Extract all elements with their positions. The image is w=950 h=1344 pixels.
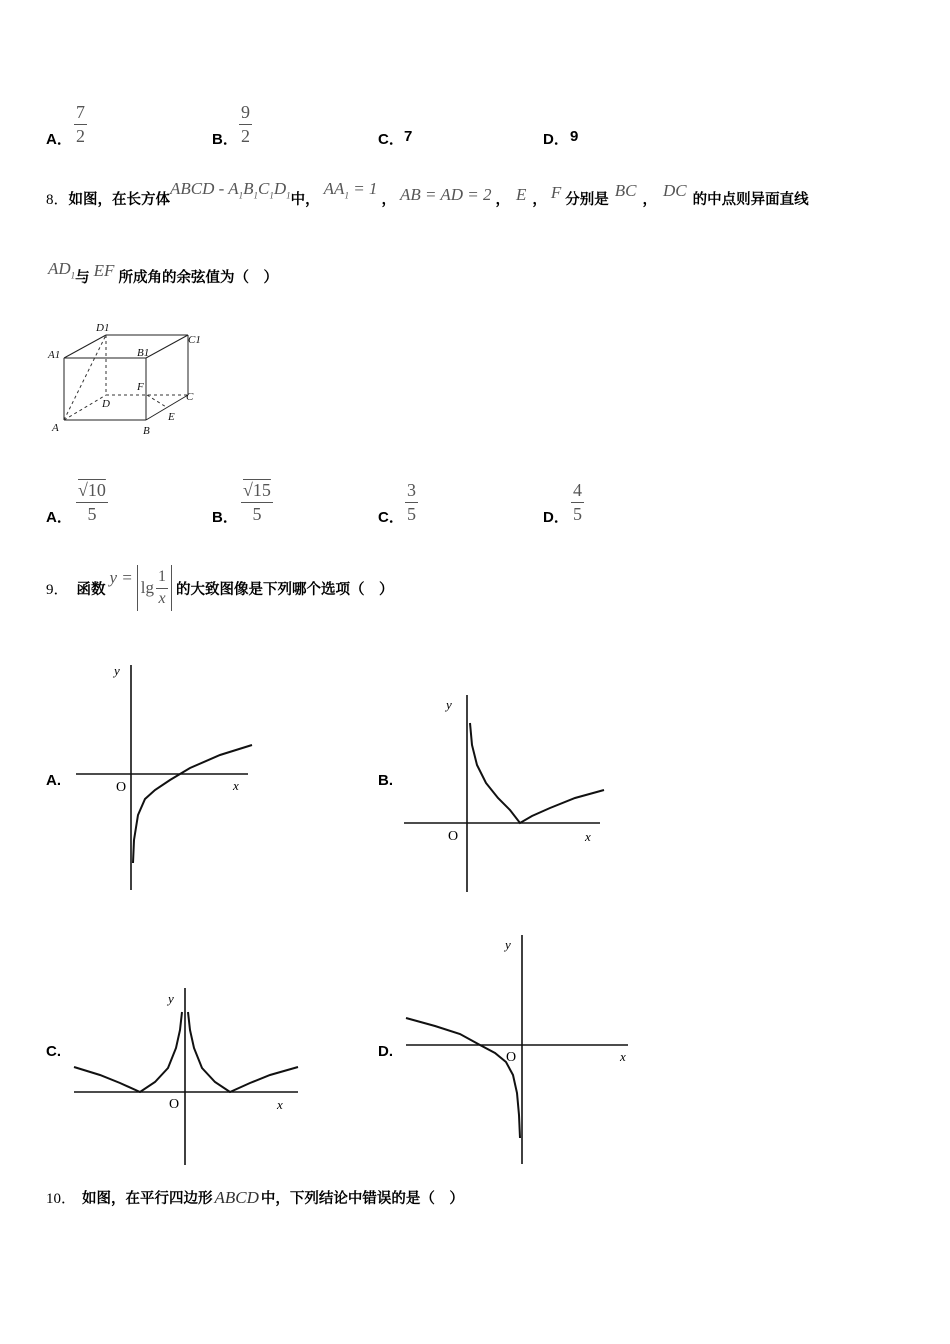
q10-stem	[46, 1187, 464, 1208]
q9-graph-c-x-label: x	[277, 1097, 283, 1112]
q8-option-b-value: √15 5	[243, 480, 271, 524]
q7-option-c-value: 7	[404, 128, 413, 145]
q8-option-a-label: A．	[46, 509, 72, 526]
q9-graph-c-origin-label: O	[169, 1097, 180, 1112]
q8-text-5: ，	[532, 192, 547, 208]
q9-graph-d-origin-label: O	[506, 1050, 517, 1065]
q8-text-10: 所成角的余弦值为（ ）	[118, 270, 278, 286]
q10-text-1: 如图，在平行四边形	[82, 1191, 213, 1207]
cuboid-label-e: E	[168, 411, 175, 423]
q10-math-abcd: ABCD	[214, 1188, 259, 1207]
q9-graph-c-y-label: y	[168, 991, 174, 1006]
q8-text-4: ，	[495, 192, 511, 208]
q10-text-2: 中，下列结论中错误的是（ ）	[260, 1191, 464, 1207]
q9-stem	[46, 563, 394, 613]
q9-graph-b-label: B.	[378, 772, 393, 789]
q9-graph-d	[400, 930, 640, 1168]
cuboid-label-a1: A1	[48, 349, 61, 361]
q8-math-dc: DC	[663, 181, 687, 200]
q8-text-9: 与	[75, 270, 90, 286]
q9-graph-c	[70, 985, 305, 1167]
q9-formula: y = lg $\frac{1}{x}$	[110, 565, 173, 611]
q8-text-1: 如图，在长方体	[68, 192, 171, 208]
q8-option-c-value: 3 5	[407, 480, 416, 524]
q9-graph-b-origin-label: O	[448, 829, 459, 844]
q9-graph-b	[400, 690, 610, 895]
q8-options	[0, 478, 950, 538]
q7-options	[0, 98, 950, 158]
q8-math-e: E	[516, 185, 527, 204]
q9-number: 9．	[46, 581, 69, 598]
q9-graph-d-x-label: x	[620, 1049, 626, 1064]
cuboid-label-d1: D1	[96, 322, 110, 334]
q9-graph-d-y-label: y	[505, 937, 511, 952]
q8-text-8: 的中点则异面直线	[692, 192, 809, 208]
q8-math-ad1: $AD_1$	[48, 259, 76, 281]
q8-text-6: 分别是	[565, 192, 609, 208]
q9-graph-a-y-label: y	[114, 663, 120, 678]
q8-math-abcd: ABCD - $A_1B_1C_1D_1$	[170, 179, 291, 201]
q8-stem-line1	[46, 179, 809, 218]
q9-graph-b-y-label: y	[446, 697, 452, 712]
cuboid-label-b: B	[143, 425, 150, 437]
q7-option-b-value: 9 2	[241, 102, 250, 146]
q9-graph-a-label: A.	[46, 772, 61, 789]
q9-text-1: 函数	[76, 581, 106, 598]
q9-graph-d-label: D.	[378, 1043, 393, 1060]
q8-math-ef: EF	[93, 261, 115, 280]
cuboid-label-c1: C1	[188, 334, 201, 346]
q7-option-d-value: 9	[570, 128, 579, 145]
q7-option-d-label: D．	[543, 131, 569, 148]
q8-number: 8．	[46, 192, 69, 208]
q7-option-a-label: A．	[46, 131, 72, 148]
q8-option-d-value: 4 5	[573, 480, 582, 524]
q9-graph-b-x-label: x	[585, 829, 591, 844]
q8-text-2: 中，	[290, 192, 320, 208]
q8-math-f: F	[550, 183, 562, 202]
q8-math-ab-ad: AB = AD = 2	[399, 185, 492, 204]
q8-option-c-label: C．	[378, 509, 404, 526]
q9-graph-a-origin-label: O	[116, 780, 127, 795]
q9-graph-c-label: C.	[46, 1043, 61, 1060]
cuboid-label-a: A	[52, 422, 59, 434]
q8-option-b-label: B．	[212, 509, 238, 526]
q7-option-b-label: B．	[212, 131, 238, 148]
q8-option-d-label: D．	[543, 509, 569, 526]
q8-stem-line2	[48, 259, 278, 288]
q8-math-aa1: $AA_1 = 1$	[323, 179, 378, 201]
cuboid-label-f: F	[137, 381, 144, 393]
q10-number: 10．	[46, 1191, 77, 1207]
cuboid-label-c: C	[186, 391, 194, 403]
q7-option-a-value: 7 2	[76, 102, 85, 146]
q9-text-2: 的大致图像是下列哪个选项（ ）	[176, 581, 394, 598]
q8-math-bc: BC	[614, 181, 637, 200]
q8-text-3: ，	[381, 192, 396, 208]
cuboid-figure	[40, 316, 210, 441]
q7-option-c-label: C．	[378, 131, 404, 148]
q9-graph-a-x-label: x	[233, 778, 239, 793]
q8-option-a-value: √10 5	[78, 480, 106, 524]
q9-graph-a	[70, 655, 260, 895]
cuboid-label-b1: B1	[137, 347, 150, 359]
cuboid-label-d: D	[102, 398, 110, 410]
q8-text-7: ，	[642, 192, 658, 208]
